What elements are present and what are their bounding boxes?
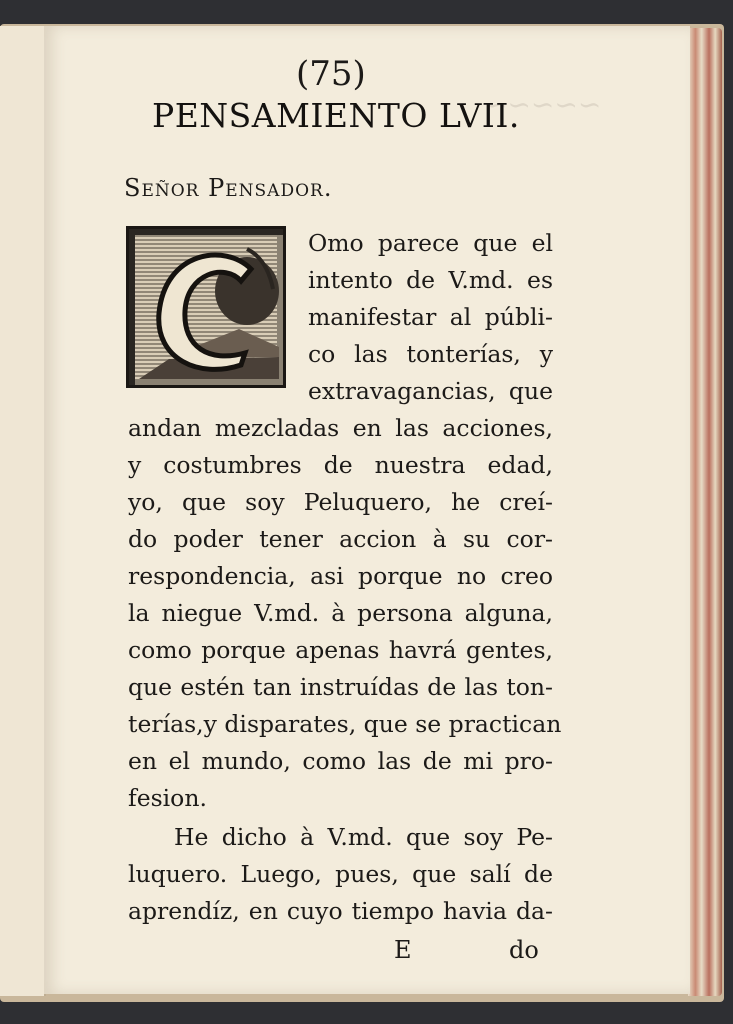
body-line: respondencia, asi porque no creo: [128, 562, 553, 590]
body-line: manifestar al públi-: [308, 303, 553, 331]
body-line: y costumbres de nuestra edad,: [128, 451, 553, 479]
paragraph-line: aprendíz, en cuyo tiempo havia da-: [128, 897, 553, 925]
body-line: fesion.: [128, 784, 207, 812]
drop-cap-letter-icon: [129, 229, 286, 388]
signature-mark: E: [394, 936, 412, 964]
page-title: PENSAMIENTO LVII.: [152, 96, 520, 135]
body-line: intento de V.md. es: [308, 266, 553, 294]
body-line: extravagancias, que: [308, 377, 553, 405]
salutation: Señor Pensador.: [124, 174, 333, 202]
body-line: la niegue V.md. à persona alguna,: [128, 599, 553, 627]
left-page-edge: [0, 26, 46, 996]
book-page: [44, 26, 690, 994]
paragraph-line: luquero. Luego, pues, que salí de: [128, 860, 553, 888]
body-line: en el mundo, como las de mi pro-: [128, 747, 553, 775]
page-number: (75): [296, 54, 366, 94]
drop-cap-illustration: [126, 226, 286, 388]
body-line: que estén tan instruídas de las ton-: [128, 673, 553, 701]
paragraph-line: He dicho à V.md. que soy Pe-: [174, 823, 553, 851]
page-stack-edge: [688, 28, 722, 996]
body-line: co las tonterías, y: [308, 340, 553, 368]
body-line: terías,y disparates, que se practican: [128, 710, 562, 738]
bleed-through: ~~~~~: [484, 88, 602, 121]
body-line: yo, que soy Peluquero, he creí-: [128, 488, 553, 516]
body-line: do poder tener accion à su cor-: [128, 525, 553, 553]
catchword: do: [509, 936, 539, 964]
body-line: Omo parece que el: [308, 229, 553, 257]
body-line: como porque apenas havrá gentes,: [128, 636, 553, 664]
body-line: andan mezcladas en las acciones,: [128, 414, 553, 442]
